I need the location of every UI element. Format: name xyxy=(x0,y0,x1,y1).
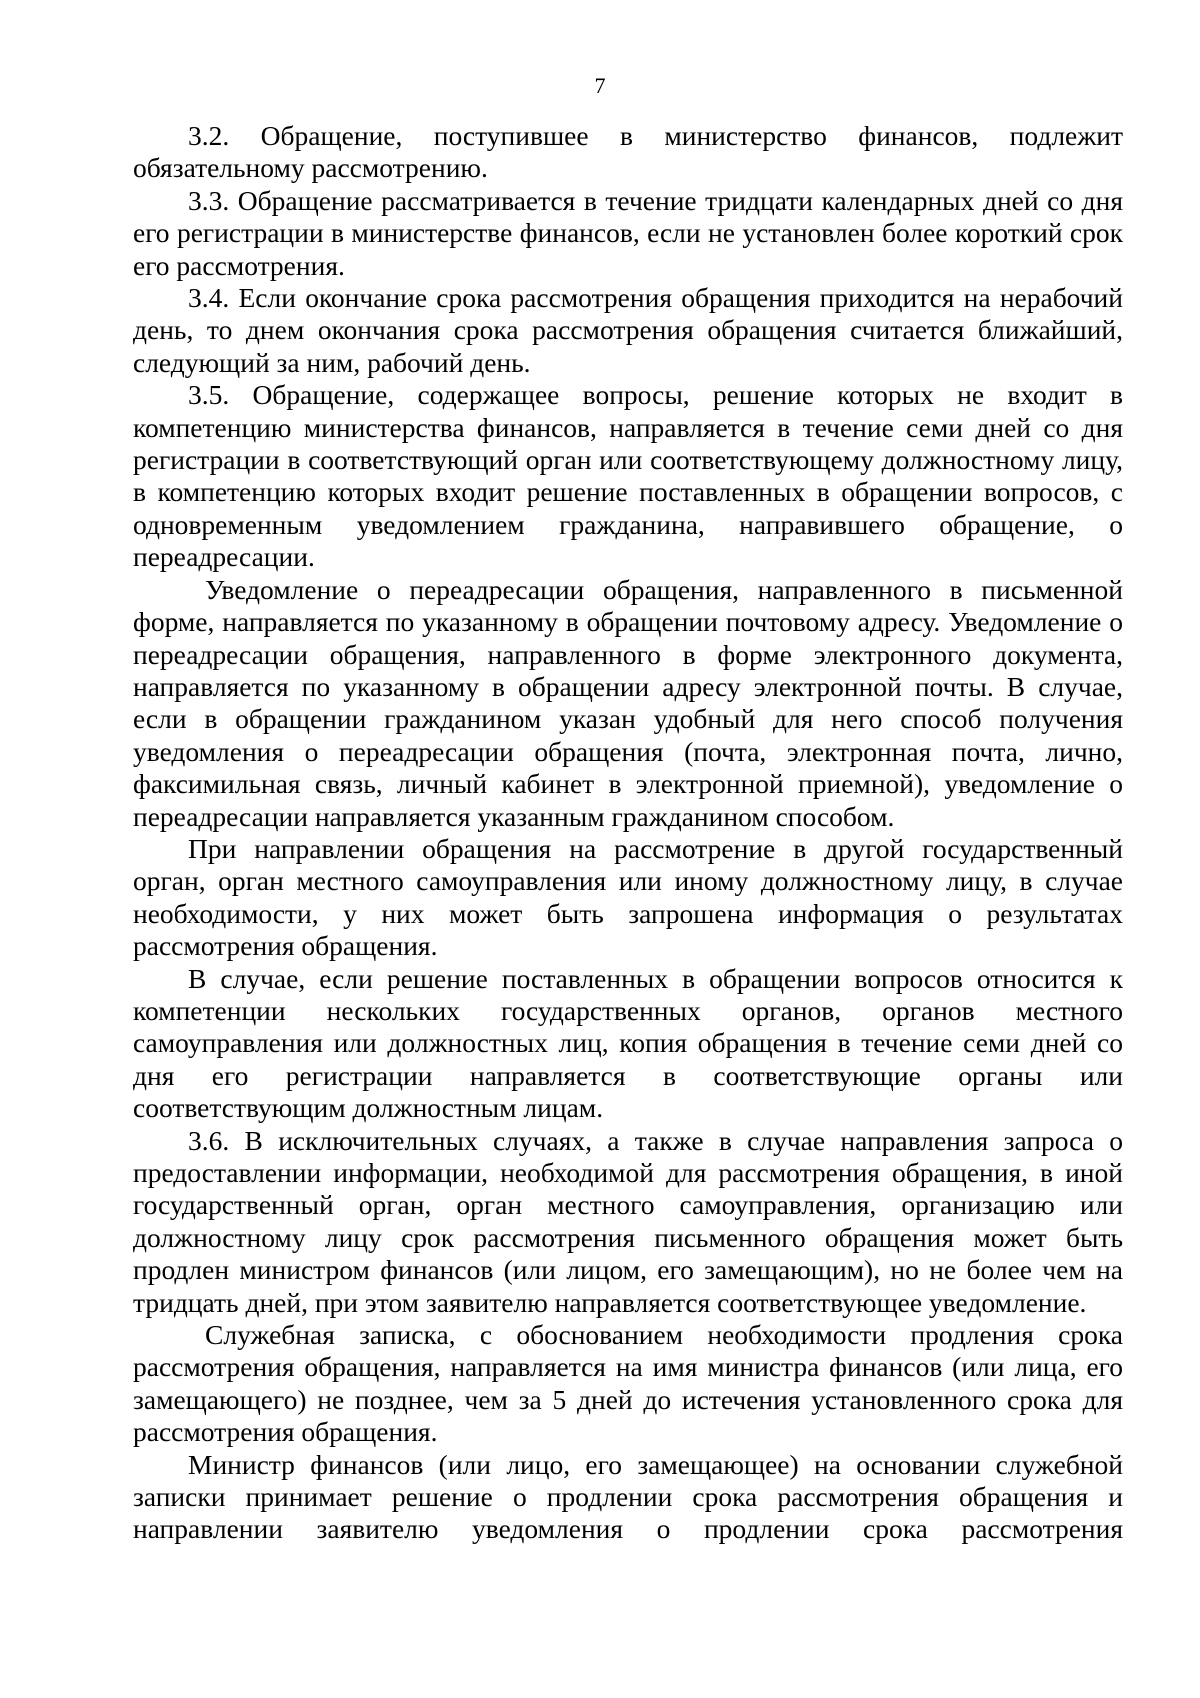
document-body xyxy=(133,120,1123,1546)
paragraph-service-note: Служебная записка, с обоснованием необходимости продления срока рассмотрения обращения, направляется на имя министра финансов (или лица, его замещающего) не позднее, чем за 5 дней до истечения установленного срока для рассмотрения обращения. xyxy=(133,1319,1123,1448)
paragraph-minister-decision: Министр финансов (или лицо, его замещающее) на основании служебной записки принимает решение о продлении срока рассмотрения обращения и направлении заявителю уведомления о продлении срока рассмотрения xyxy=(133,1448,1123,1545)
paragraph-3-3: 3.3. Обращение рассматривается в течение тридцати календарных дней со дня его регистрации в министерстве финансов, если не установлен более короткий срок его рассмотрения. xyxy=(133,184,1123,281)
paragraph-3-4: 3.4. Если окончание срока рассмотрения обращения приходится на нерабочий день, то днем окончания срока рассмотрения обращения считается ближайший, следующий за ним, рабочий день. xyxy=(133,282,1123,378)
paragraph-3-6: 3.6. В исключительных случаях, а также в случае направления запроса о предоставлении информации, необходимой для рассмотрения обращения, в иной государственный орган, орган местного самоуправления, организацию или должностному лицу срок рассмотрения письменного обращения может быть продлен министром финансов (или лицом, его замещающим), но не более чем на тридцать дней, при этом заявителю направляется соответствующее уведомление. xyxy=(133,1124,1123,1318)
paragraph-readdress-notice: Уведомление о переадресации обращения, направленного в письменной форме, направляется по указанному в обращении почтовому адресу. Уведомление о переадресации обращения, направленного в форме электронного документа, направляется по указанному в обращении адресу электронной почты. В случае, если в обращении гражданином указан удобный для него способ получения уведомления о переадресации обращения (почта, электронная почта, лично, факсимильная связь, личный кабинет в электронной приемной), уведомление о переадресации направляется указанным гражданином способом. xyxy=(133,573,1123,832)
paragraph-multiple-competence: В случае, если решение поставленных в обращении вопросов относится к компетенции нескольких государственных органов, органов местного самоуправления или должностных лиц, копия обращения в течение семи дней со дня его регистрации направляется в соответствующие органы или соответствующим должностным лицам. xyxy=(133,962,1123,1124)
page-number: 7 xyxy=(594,73,606,98)
paragraph-3-5: 3.5. Обращение, содержащее вопросы, решение которых не входит в компетенцию министерства финансов, направляется в течение семи дней со дня регистрации в соответствующий орган или соответствующему должностному лицу, в компетенцию которых входит решение поставленных в обращении вопросов, с одновременным уведомлением гражданина, направившего обращение, о переадресации. xyxy=(133,379,1123,573)
paragraph-redirect-request: При направлении обращения на рассмотрение в другой государственный орган, орган местного самоуправления или иному должностному лицу, в случае необходимости, у них может быть запрошена информация о результатах рассмотрения обращения. xyxy=(133,832,1123,962)
paragraph-3-2: 3.2. Обращение, поступившее в министерство финансов, подлежит обязательному рассмотрению. xyxy=(133,120,1123,184)
